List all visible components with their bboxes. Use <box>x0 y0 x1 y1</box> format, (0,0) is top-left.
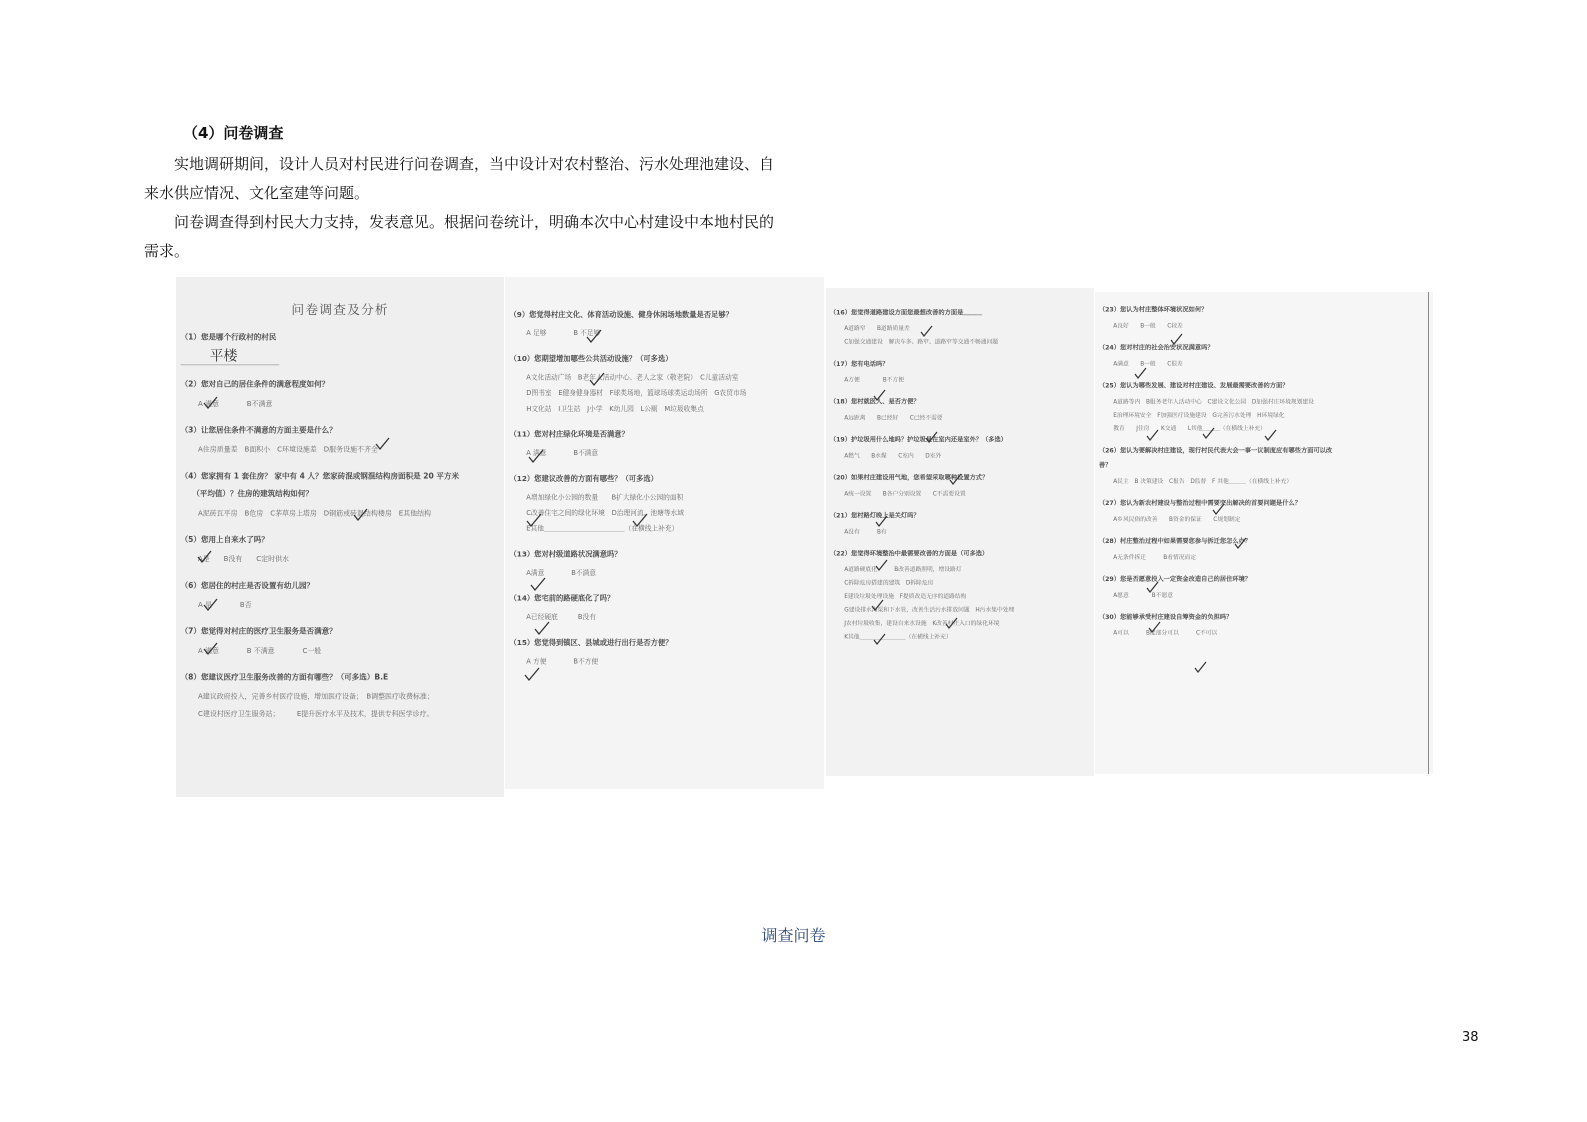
question-text: （11）您对村庄绿化环境是否满意？ <box>509 430 629 439</box>
answer-options: A已经硬底 B没有 <box>526 613 596 621</box>
answer-options: A 满意 B不满意 <box>198 399 273 408</box>
answer-options: E其他＿＿＿＿＿＿＿＿＿＿＿＿（在横线上补充） <box>526 524 679 533</box>
handwritten-checkmarks <box>505 277 824 789</box>
answer-options: E建设垃圾处理设施 F提质改造无序的道路结构 <box>844 592 967 600</box>
answer-options: A道路硬底化 B改善道路照明，增设路灯 <box>844 565 962 573</box>
question-text: （13）您对村级道路状况满意吗？ <box>509 550 622 559</box>
answer-options: C拆除危房搭建的建筑 D拆除危房 <box>844 579 934 587</box>
question-text: （19）护垃圾用什么地吗？护垃圾是在室内还是室外？（多选） <box>829 436 1008 444</box>
answer-options: A文化活动广场 B老年人活动中心、老人之家（敬老院） C儿童活动室 <box>526 373 739 382</box>
intro-paragraph <box>144 208 774 266</box>
questionnaire-scan-4 <box>1095 292 1433 774</box>
question-text: 善？ <box>1098 461 1112 470</box>
question-text: （16）您觉得道路建设方面您最想改善的方面是＿＿＿ <box>829 309 983 317</box>
answer-options: A道路窄 B道路质量差 <box>844 324 910 332</box>
questionnaire-scan-1 <box>176 277 504 797</box>
question-text: （27）您认为新农村建设与整治过程中需要突出解决的首要问题是什么？ <box>1098 499 1301 508</box>
handwritten-checkmarks <box>826 288 1094 776</box>
questionnaire-scan-3 <box>826 288 1094 776</box>
answer-options: D图书室 E健身健身器材 F球类场地，篮球场球类运动场所 G农贸市场 <box>526 389 747 397</box>
answer-options: E治理环境安全 F加强医疗设施建设 G完善污水处理 H环境绿化 <box>1113 411 1285 419</box>
question-text: （8）您建议医疗卫生服务改善的方面有哪些？（可多选）B.E <box>180 673 389 682</box>
question-text: （17）您有电话吗？ <box>829 360 889 368</box>
handwritten-checkmarks <box>1095 292 1433 774</box>
answer-options: A可以 B能部分可以 C不可以 <box>1113 629 1218 637</box>
questionnaire-scan-2 <box>505 277 824 789</box>
question-text: （22）您觉得环境整治中最需要改善的方面是（可多选） <box>829 550 989 558</box>
question-text: （1）您是哪个行政村的村民 <box>180 333 277 342</box>
question-text: （3）让您居住条件不满意的方面主要是什么？ <box>180 426 337 435</box>
handwritten-checkmarks <box>176 277 504 797</box>
answer-options: C加强交通建设 解决车多、路窄、道路窄等交通不畅通问题 <box>844 338 999 346</box>
question-text: （4）您家拥有 1 套住房？ 家中有 4 人？您家砖混或钢混结构房面积是 20 平方米 <box>180 471 459 481</box>
answer-options: A燃气 B水煤 C室内 D室外 <box>844 452 942 459</box>
question-text: （12）您建议改善的方面有哪些？（可多选） <box>509 474 658 484</box>
answer-options: J农村垃圾收集，建设自来水设施 K改善村庄入口的绿化环境 <box>844 619 1000 627</box>
paragraph-text: 问卷调查得到村民大力支持，发表意见。根据问卷统计，明确本次中心村建设中本地村民的需求。 <box>144 213 775 260</box>
question-text: （29）您是否愿意投入一定资金改造自己的居住环境？ <box>1098 575 1252 583</box>
answer-options: A乡风民俗的改善 B资金的保证 C规划制定 <box>1113 515 1241 523</box>
questionnaire-title: 问卷调查及分析 <box>291 303 389 318</box>
answer-options: A没有 B有 <box>844 528 887 535</box>
answer-options: A 是 B否 <box>198 600 252 609</box>
scan-edge-line <box>1428 292 1429 774</box>
page-number: 38 <box>1462 1030 1479 1045</box>
answer-options: A道路等内 B服务老年人活动中心 C建设文化公园 D加强村庄环境规划建设 <box>1113 398 1314 405</box>
section-heading: （4）问卷调查 <box>183 124 284 142</box>
question-text: （14）您宅前的路硬底化了吗？ <box>509 594 615 603</box>
answer-options: A满意 B一般 C很差 <box>1113 360 1183 367</box>
paragraph-text: 实地调研期间，设计人员对村民进行问卷调查，当中设计对农村整治、污水处理池建设、自来水供应情况、文化室建等问题。 <box>144 155 775 202</box>
question-text: （7）您觉得对村庄的医疗卫生服务是否满意？ <box>180 627 337 637</box>
question-text: （6）您居住的村庄是否设置有幼儿园？ <box>180 581 315 591</box>
answer-options: A愿意 B不愿意 <box>1113 591 1173 599</box>
answer-options: A 足够 B 不足够 <box>526 329 601 337</box>
question-text: （28）村庄整治过程中如果需要您参与拆迁您怎么办？ <box>1098 537 1252 545</box>
intro-paragraph <box>144 150 774 208</box>
answer-options: A 满意 B 不满意 C一般 <box>198 646 322 655</box>
answer-options: A远距离 B已经好 C已经不需要 <box>844 414 943 421</box>
answer-options: H文化站 I卫生站 J小学 K幼儿园 L公厕 M垃圾收集点 <box>526 404 704 413</box>
answer-options: A 满意 B不满意 <box>526 448 599 457</box>
answer-options: A建议政府投入，完善乡村医疗设施，增加医疗设备； B调整医疗收费标准； <box>198 692 434 701</box>
answer-options: A是 B没有 C定时供水 <box>198 554 290 563</box>
question-text: （10）您期望增加哪些公共活动设施？（可多选） <box>509 354 673 364</box>
answer-options: 教育 J住房 K交通 L其他＿＿＿（在横线上补充） <box>1113 424 1266 432</box>
question-text: （平均值）？住房的建筑结构如何？ <box>192 489 313 499</box>
answer-options: A满意 B不满意 <box>526 568 596 577</box>
question-text: （25）您认为哪些发展、建设对村庄建设、发展最需要改善的方面？ <box>1098 382 1289 390</box>
answer-options: K其他＿＿＿＿＿＿＿＿（在横线上补充） <box>844 633 952 640</box>
answer-options: A 方便 B不方便 <box>526 657 599 666</box>
answer-options: A良好 B一般 C较差 <box>1113 322 1183 329</box>
answer-options: C改善住宅之间的绿化环境 D治理河流、池塘等水域 <box>526 508 684 517</box>
answer-options: A无条件拆迁 B看情况而定 <box>1113 553 1197 561</box>
answer-options: A民主 B 决策建设 C报告 D监督 F 其他＿＿＿（在横线上补充） <box>1113 477 1293 485</box>
answer-options: A泥砖瓦平房 B危房 C茅草房上塔房 D钢筋或砖混结构楼房 E其他结构 <box>198 509 432 518</box>
question-text: （20）如果村庄建设用气地，您希望采取哪种设置方式？ <box>829 474 989 482</box>
answer-options: C建设村医疗卫生服务站； E提升医疗水平及技术，提供专科医学诊疗。 <box>198 709 434 718</box>
handwritten-answer: 平楼 <box>181 344 280 365</box>
question-text: （24）您对村庄的社会治安状况满意吗？ <box>1098 344 1214 352</box>
question-text: （5）您用上自来水了吗？ <box>180 535 269 545</box>
question-text: （21）您村路灯晚上是关灯吗？ <box>829 512 920 520</box>
question-text: （2）您对自己的居住条件的满意程度如何？ <box>180 380 330 389</box>
answer-options: A增加绿化小公园的数量 B扩大绿化小公园的面积 <box>526 493 684 501</box>
answer-options: A住房质量差 B面积小 C环境设施差 D服务设施不齐全 <box>198 445 378 454</box>
answer-options: A统一设置 B各户分别设置 C不需要设置 <box>844 490 966 497</box>
question-text: （15）您觉得到镇区、县城或进行出行是否方便？ <box>509 638 673 648</box>
question-text: （26）您认为要解决村庄建设，现行村民代表大会一事一议制度应有哪些方面可以改 <box>1098 447 1333 455</box>
figure-caption: 调查问卷 <box>761 926 826 945</box>
answer-options: A方便 B不方便 <box>844 376 904 384</box>
question-text: （9）您觉得村庄文化、体育活动设施、健身休闲场地数量是否足够？ <box>509 310 733 319</box>
question-text: （23）您认为村庄整体环境状况如何？ <box>1098 306 1208 314</box>
answer-options: G建设排水沟渠和下水管，改善生活污水排放问题 H污水集中处理 <box>844 606 1015 613</box>
question-text: （30）您能够承受村庄建设自筹资金的负担吗？ <box>1098 613 1233 621</box>
question-text: （18）您村就医人、是否方便？ <box>829 398 920 406</box>
